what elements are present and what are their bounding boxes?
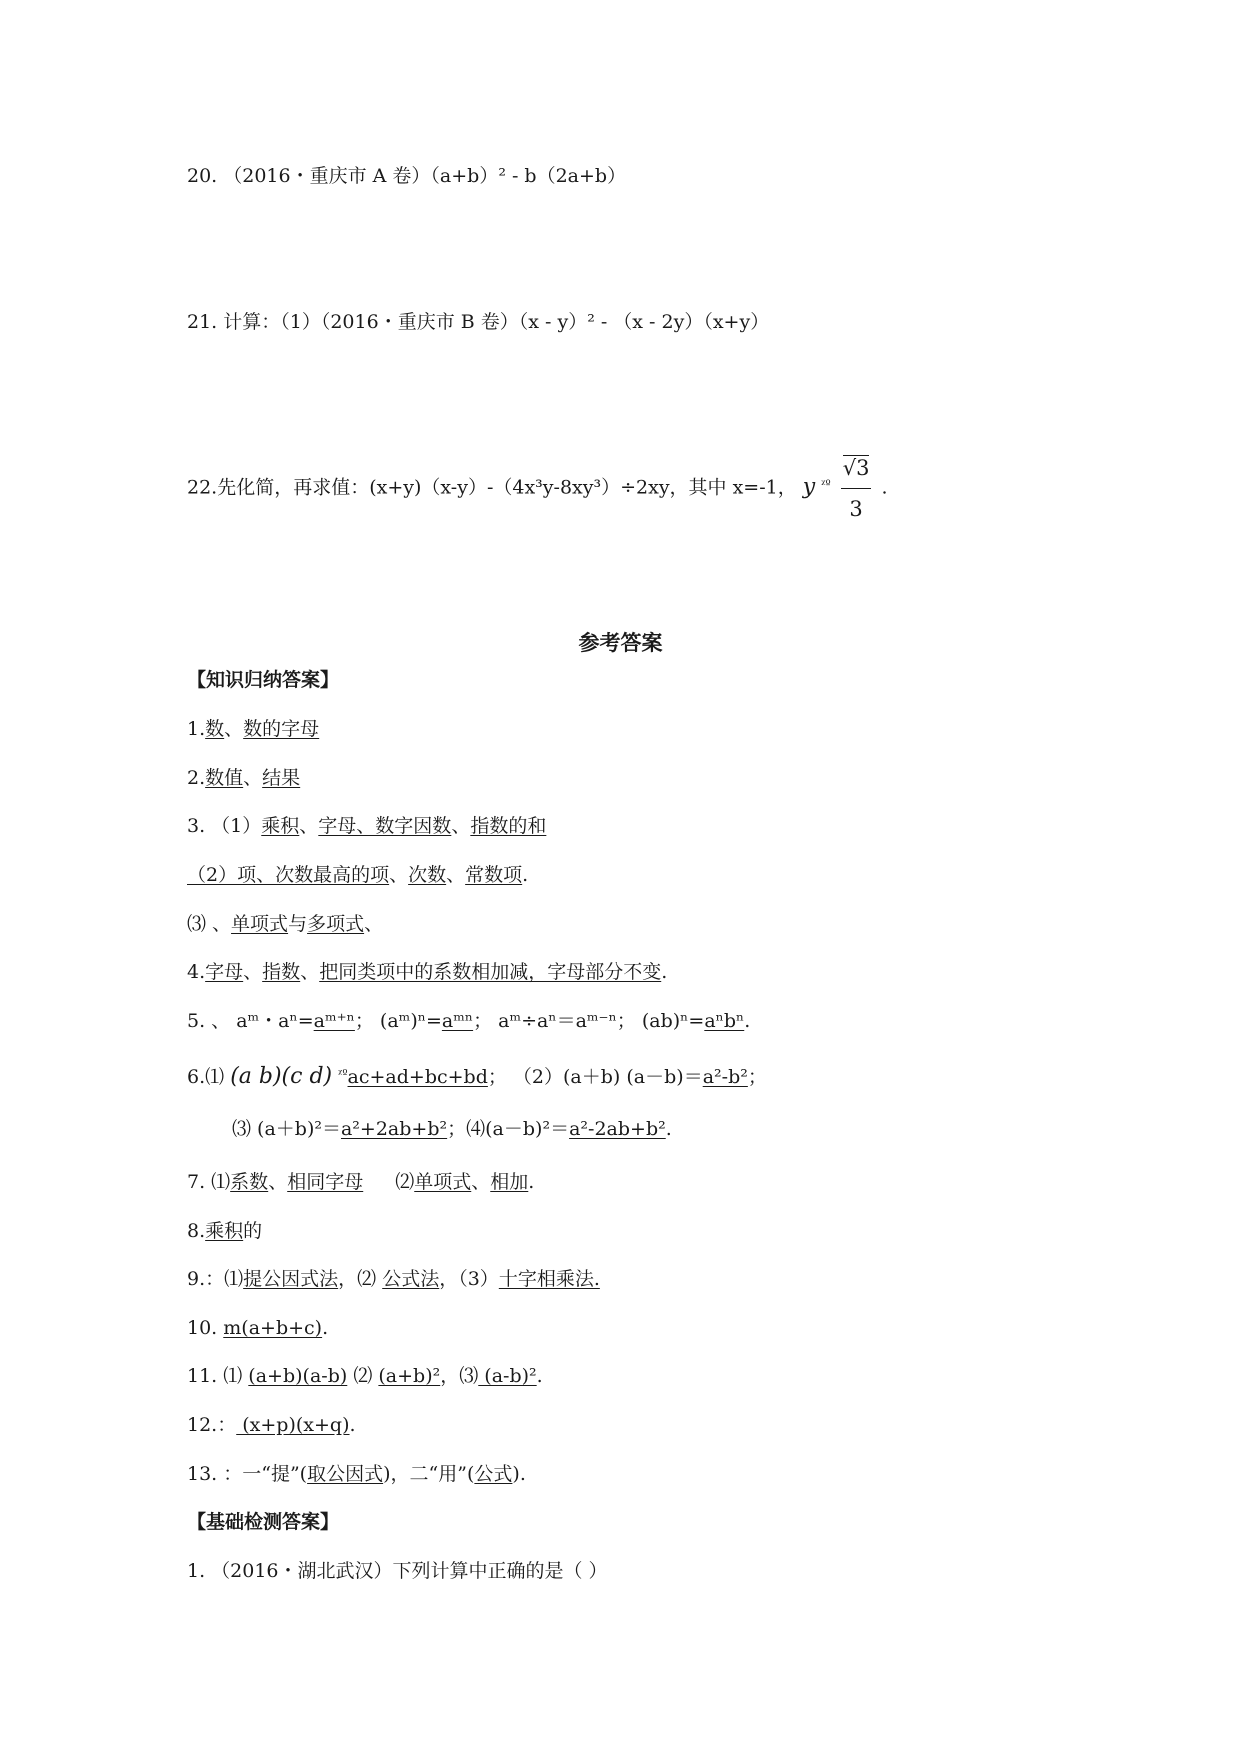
- answer-11-prefix: 11. ⑴: [187, 1365, 249, 1387]
- question-22: [187, 448, 888, 529]
- answer-3b-sep-1: 、: [389, 864, 409, 886]
- answer-12-end: .: [349, 1414, 356, 1436]
- answer-4: [187, 960, 667, 984]
- answer-9-blank-2: 公式法: [382, 1268, 440, 1290]
- answer-2: [187, 766, 300, 790]
- answer-1-prefix: 1.: [187, 718, 206, 740]
- answer-6: [187, 1062, 767, 1089]
- answer-5-blank-1: aᵐ⁺ⁿ: [313, 1010, 355, 1032]
- answer-9: [187, 1267, 600, 1291]
- answer-11: [187, 1364, 543, 1388]
- answer-4-prefix: 4.: [187, 961, 206, 983]
- answer-6b-text-1: ⑶ (a＋b)²＝: [232, 1118, 341, 1140]
- answer-3-blank-1: 乘积: [261, 815, 300, 837]
- answer-6-prefix: 6.⑴: [187, 1066, 225, 1088]
- answer-7-blank-4: 相加: [490, 1171, 529, 1193]
- answers-title: 参考答案: [578, 630, 663, 655]
- answer-6b-text-2: ；⑷(a－b)²＝: [447, 1118, 570, 1140]
- question-21: 21. 计算：（1）（2016・重庆市 B 卷）（x - y）² - （x - 2y）（x+y）: [187, 311, 770, 333]
- answer-9-blank-1: 提公因式法: [243, 1268, 339, 1290]
- answer-1: [187, 717, 319, 741]
- answer-11-text-3: ，⑶: [440, 1365, 479, 1387]
- answer-1-sep: 、: [224, 718, 244, 740]
- answer-5: [187, 1009, 750, 1033]
- answer-3c-blank-1: 单项式: [231, 913, 289, 935]
- answer-13-prefix: 13. ：一“提”(: [187, 1463, 308, 1485]
- answer-13: [187, 1462, 526, 1486]
- answer-13-blank-1: 取公因式: [307, 1463, 384, 1485]
- answer-13-blank-2: 公式: [474, 1463, 513, 1485]
- answer-5-text: 5. 、 aᵐ・aⁿ=: [187, 1010, 314, 1032]
- answer-3c-prefix: ⑶ 、: [187, 913, 232, 935]
- answer-1-blank-1: 数: [205, 718, 225, 740]
- answer-6-blank-1: ac+ad+bc+bd: [347, 1066, 488, 1088]
- answer-9-prefix: 9.：⑴: [187, 1268, 244, 1290]
- answer-4-end: .: [661, 961, 668, 983]
- answer-3-prefix: 3. （1）: [187, 815, 262, 837]
- answer-3-1: [187, 814, 546, 838]
- answer-2-sep: 、: [243, 767, 263, 789]
- answer-9-text-2: ，⑵: [338, 1268, 383, 1290]
- answer-8-blank-1: 乘积: [205, 1220, 244, 1242]
- answer-5-blank-2: aᵐⁿ: [441, 1010, 474, 1032]
- answer-13-end: ).: [512, 1463, 526, 1485]
- answer-11-end: .: [536, 1365, 543, 1387]
- answer-4-sep-2: 、: [300, 961, 320, 983]
- answer-2-blank-2: 结果: [262, 767, 301, 789]
- answer-3b-sep-2: 、: [446, 864, 466, 886]
- answer-6-2: [232, 1117, 672, 1141]
- answer-7-sep-2: 、: [471, 1171, 491, 1193]
- answer-10-prefix: 10.: [187, 1317, 224, 1339]
- answer-3b-blank-1: （2）项、次数最高的项: [187, 864, 390, 886]
- question-22-fraction: [841, 448, 872, 529]
- question-22-y: y: [802, 474, 816, 500]
- question-22-text: 22.先化简，再求值：(x+y)（x-y）-（4x³y-8xy³）÷2xy，其中 x=-1，: [187, 476, 797, 499]
- answer-13-text-2: )，二“用”(: [383, 1463, 475, 1485]
- answer-3-sep-1: 、: [299, 815, 319, 837]
- answer-11-blank-1: (a+b)(a-b): [248, 1365, 348, 1387]
- answer-5-text-3: ； aᵐ÷aⁿ＝aᵐ⁻ⁿ； (ab)ⁿ=: [473, 1010, 705, 1032]
- answer-7: [187, 1170, 534, 1194]
- answer-1-blank-2: 数的字母: [243, 718, 320, 740]
- answer-4-blank-2: 指数: [262, 961, 301, 983]
- answer-6b-blank-2: a²-2ab+b²: [569, 1118, 666, 1140]
- answer-7-text-2: ⑵: [395, 1171, 415, 1193]
- answer-5-text-2: ； (aᵐ)ⁿ=: [354, 1010, 442, 1032]
- answer-12-blank-1: (x+p)(x+q): [236, 1414, 350, 1436]
- answer-3b-blank-2: 次数: [408, 864, 447, 886]
- answer-3-2: [187, 863, 528, 887]
- question-20: 20. （2016・重庆市 A 卷）（a+b）² - b（2a+b）: [187, 165, 627, 187]
- answer-11-blank-2: (a+b)²: [378, 1365, 441, 1387]
- answer-11-blank-3: (a-b)²: [478, 1365, 537, 1387]
- answer-5-end: .: [744, 1010, 751, 1032]
- answer-3c-sep: 与: [288, 913, 308, 935]
- answer-8-end: 的: [243, 1220, 263, 1242]
- question-22-end: .: [881, 476, 888, 499]
- answer-3c-end: 、: [364, 913, 384, 935]
- question-22-denominator: 3: [849, 497, 863, 521]
- answer-3-blank-3: 指数的和: [470, 815, 547, 837]
- answer-9-text-3: ，（3）: [439, 1268, 499, 1290]
- answer-6-text-2: ； （2）(a＋b) (a－b)＝: [487, 1066, 703, 1088]
- answer-11-text-2: ⑵: [347, 1365, 379, 1387]
- answer-7-sep-1: 、: [268, 1171, 288, 1193]
- answer-3b-end: .: [522, 864, 529, 886]
- answer-10-end: .: [322, 1317, 329, 1339]
- answer-7-blank-1: 系数: [230, 1171, 269, 1193]
- answer-3-sep-2: 、: [451, 815, 471, 837]
- answer-3-blank-2: 字母、数字因数: [318, 815, 452, 837]
- answer-3-3: [187, 912, 383, 936]
- answer-3c-blank-2: 多项式: [307, 913, 365, 935]
- section-knowledge-answers: 【知识归纳答案】: [187, 669, 340, 691]
- answer-12-prefix: 12.：: [187, 1414, 237, 1436]
- answer-10: [187, 1316, 328, 1340]
- answer-4-blank-3: 把同类项中的系数相加减，字母部分不变: [319, 961, 662, 983]
- answer-8-prefix: 8.: [187, 1220, 206, 1242]
- question-22-sqrt: √3: [842, 456, 870, 480]
- basic-answer-1: 1. （2016・湖北武汉）下列计算中正确的是（ ）: [187, 1560, 608, 1582]
- answer-10-blank-1: m(a+b+c): [223, 1317, 323, 1339]
- answer-4-sep-1: 、: [243, 961, 263, 983]
- answer-12: [187, 1413, 356, 1437]
- answer-6-expression: (a b)(c d): [230, 1064, 333, 1089]
- answer-5-blank-3: aⁿbⁿ: [704, 1010, 745, 1032]
- answer-2-prefix: 2.: [187, 767, 206, 789]
- question-22-eq: ᵡº: [821, 477, 831, 491]
- answer-2-blank-1: 数值: [205, 767, 244, 789]
- answer-3b-blank-3: 常数项: [465, 864, 523, 886]
- answer-9-blank-3: 十字相乘法.: [498, 1268, 600, 1290]
- answer-7-blank-3: 单项式: [414, 1171, 472, 1193]
- section-basic-test-answers: 【基础检测答案】: [187, 1511, 340, 1533]
- answer-6-blank-2: a²-b²: [702, 1066, 748, 1088]
- answer-8: [187, 1219, 262, 1243]
- answer-6-end: ；: [747, 1066, 767, 1088]
- answer-6-eq: ᵡº: [338, 1067, 348, 1080]
- answer-6b-blank-1: a²+2ab+b²: [340, 1118, 448, 1140]
- answer-7-end: .: [528, 1171, 535, 1193]
- answer-6b-end: .: [665, 1118, 672, 1140]
- answer-4-blank-1: 字母: [205, 961, 244, 983]
- answer-7-prefix: 7. ⑴: [187, 1171, 231, 1193]
- answer-7-blank-2: 相同字母: [287, 1171, 364, 1193]
